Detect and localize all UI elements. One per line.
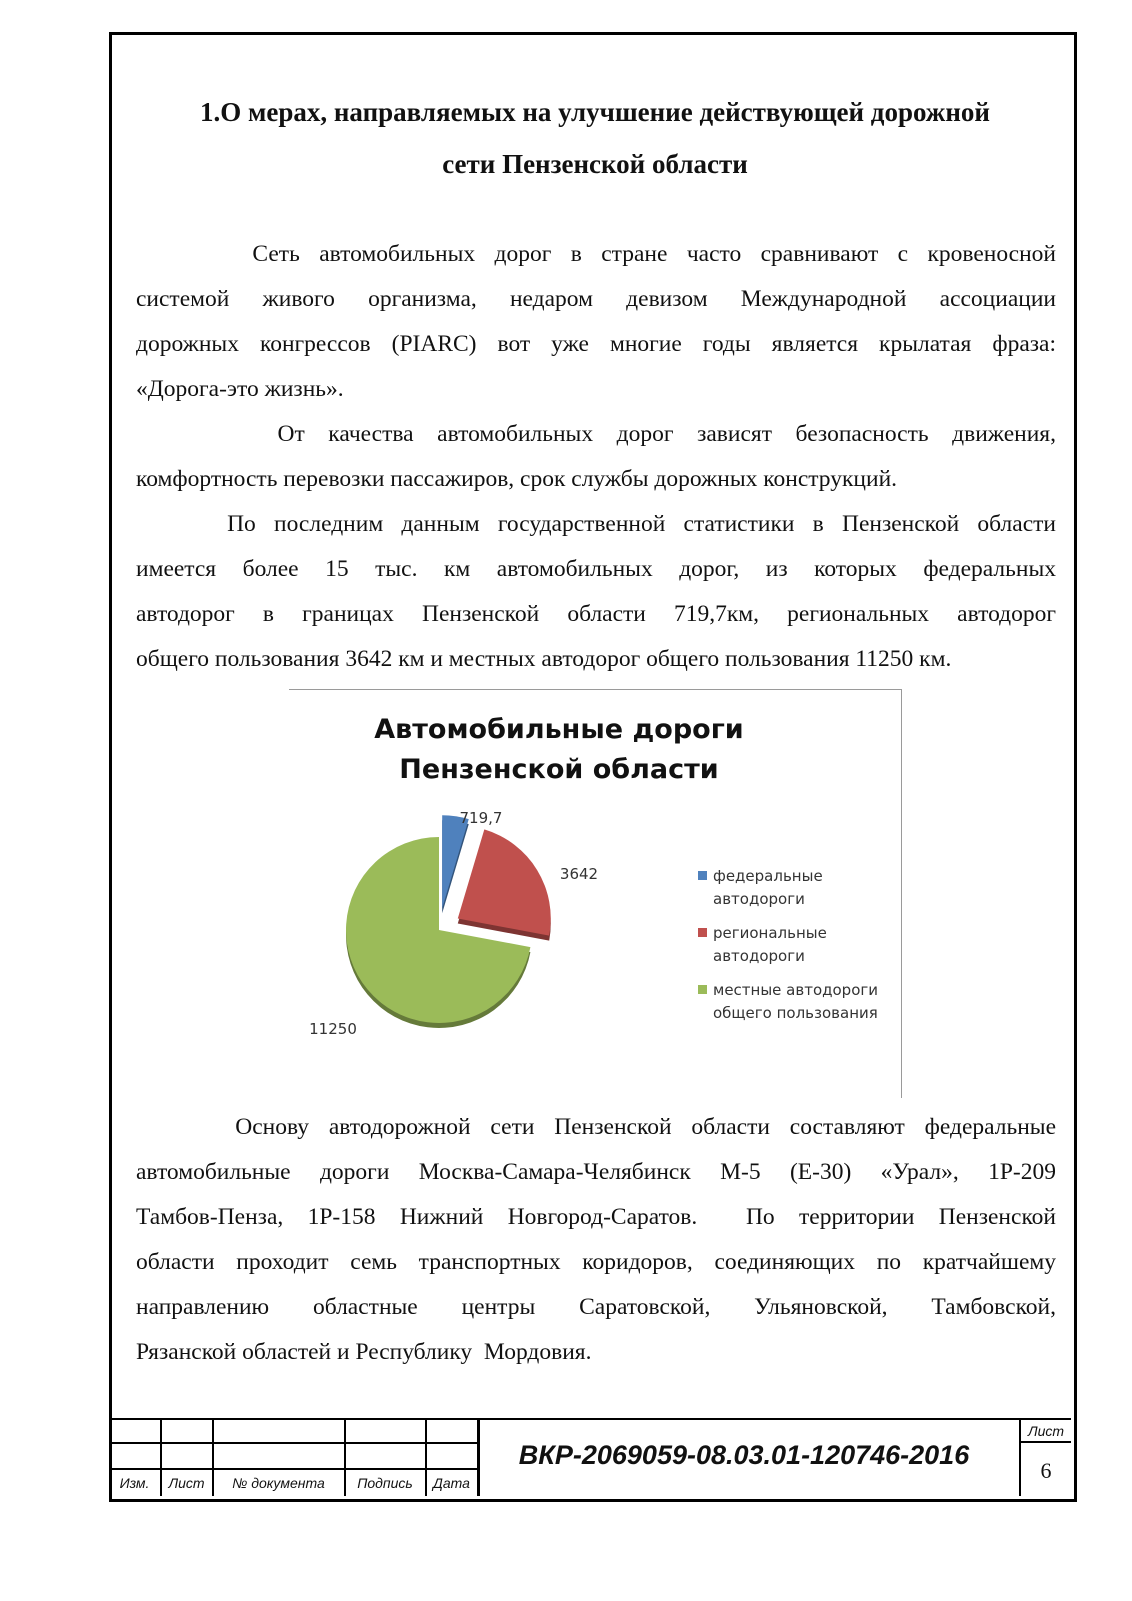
sheet-number: 6	[1040, 1458, 1052, 1483]
paragraph-line: Рязанской областей и Республику Мордовия.	[136, 1339, 592, 1365]
stamp-label-date: Дата	[433, 1475, 470, 1491]
data-label-regional: 3642	[559, 865, 599, 883]
legend-item-local-swatch	[698, 985, 707, 994]
paragraph-line: Сеть автомобильных дорог в стране часто сравнивают с кровеносной	[136, 241, 1056, 267]
data-label-local: 11250	[309, 1020, 357, 1038]
legend-item-regional-text: региональные	[713, 924, 827, 942]
title-block-stamp	[109, 1418, 1071, 1496]
stamp-row-line	[109, 1468, 477, 1470]
stamp-label-sign: Подпись	[357, 1475, 413, 1491]
pie-slice-regional	[458, 829, 551, 935]
data-label-federal: 719,7	[459, 809, 503, 827]
stamp-label-izm: Изм.	[119, 1475, 150, 1491]
paragraph-4	[136, 1105, 1056, 1375]
stamp-top-line	[109, 1418, 1071, 1420]
paragraph-line: комфортность перевозки пассажиров, срок службы дорожных конструкций.	[136, 466, 898, 492]
paragraph-line: направлению областные центры Саратовской, Ульяновской, Тамбовской,	[136, 1294, 1056, 1320]
chart-title-line-1: Автомобильные дороги	[374, 714, 744, 745]
stamp-sheet-line	[1021, 1441, 1071, 1443]
section-title	[140, 86, 1050, 190]
pie-chart-svg	[289, 690, 901, 1098]
paragraph-line: дорожных конгрессов (PIARC) вот уже многие годы является крылатая фраза:	[136, 331, 1056, 357]
paragraph-2	[136, 412, 1056, 502]
stamp-sheet-label: Лист	[1027, 1423, 1065, 1439]
legend-item-regional-text: автодороги	[713, 947, 805, 965]
paragraph-line: Тамбов-Пенза, 1Р-158 Нижний Новгород-Саратов. По территории Пензенской	[136, 1204, 1056, 1230]
paragraph-line: имеется более 15 тыс. км автомобильных дорог, из которых федеральных	[136, 556, 1056, 582]
legend-item-federal-text: автодороги	[713, 890, 805, 908]
title-line-1: 1.О мерах, направляемых на улучшение действующей дорожной	[199, 97, 990, 127]
document-code: ВКР-2069059-08.03.01-120746-2016	[518, 1440, 970, 1470]
paragraph-line: Основу автодорожной сети Пензенской области составляют федеральные	[136, 1114, 1056, 1140]
stamp-row-line	[109, 1442, 477, 1444]
legend-item-local-text: общего пользования	[713, 1004, 878, 1022]
legend-item-local-text: местные автодороги	[713, 981, 878, 999]
paragraph-line: От качества автомобильных дорог зависят безопасность движения,	[136, 421, 1056, 447]
paragraph-line: автомобильные дороги Москва-Самара-Челябинск М-5 (Е-30) «Урал», 1Р-209	[136, 1159, 1056, 1185]
pie-slice-federal	[442, 815, 469, 908]
legend-item-federal-swatch	[698, 871, 707, 880]
title-line-2: сети Пензенской области	[442, 149, 748, 179]
paragraph-line: системой живого организма, недаром девизом Международной ассоциации	[136, 286, 1056, 312]
paragraph-line: «Дорога-это жизнь».	[136, 376, 344, 402]
stamp-label-doc: № документа	[232, 1475, 325, 1491]
pie-chart	[289, 689, 902, 1098]
legend-item-regional-swatch	[698, 928, 707, 937]
paragraph-1	[136, 232, 1056, 412]
legend-item-federal-text: федеральные	[713, 867, 823, 885]
paragraph-3	[136, 502, 1056, 682]
paragraph-line: По последним данным государственной статистики в Пензенской области	[136, 511, 1056, 537]
paragraph-line: автодорог в границах Пензенской области 719,7км, региональных автодорог	[136, 601, 1056, 627]
stamp-label-list: Лист	[168, 1475, 205, 1491]
paragraph-line: общего пользования 3642 км и местных автодорог общего пользования 11250 км.	[136, 646, 952, 672]
chart-title-line-2: Пензенской области	[399, 754, 719, 785]
paragraph-line: области проходит семь транспортных коридоров, соединяющих по кратчайшему	[136, 1249, 1056, 1275]
